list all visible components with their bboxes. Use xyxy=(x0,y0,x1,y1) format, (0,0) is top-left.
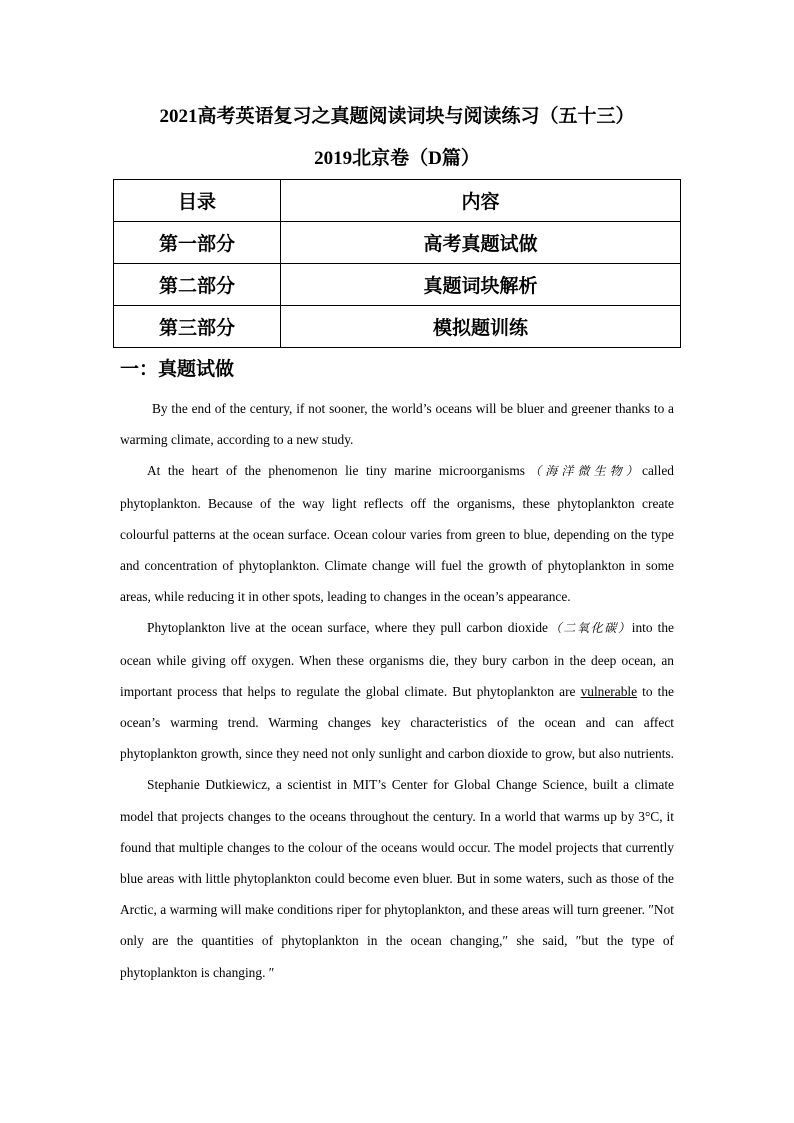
table-header-row xyxy=(114,180,681,222)
table-header-cell: 内容 xyxy=(281,180,681,222)
table-row xyxy=(114,306,681,348)
paragraph-3-text: into the ocean while giving off oxygen. When these organisms die, they bury carbon in the deep ocean, an important process that helps to regulate the global climate. But phytoplankton are xyxy=(120,620,674,699)
table-cell-content: 模拟题训练 xyxy=(281,306,681,348)
table-cell-part: 第二部分 xyxy=(114,264,281,306)
chinese-gloss: （二氧化碳） xyxy=(547,621,632,636)
paragraph-3-text: Phytoplankton live at the ocean surface, where they pull carbon dioxide xyxy=(147,620,548,636)
document-title: 2021高考英语复习之真题阅读词块与阅读练习（五十三） xyxy=(159,106,635,127)
paragraph-1: By the end of the century, if not sooner, the world’s oceans will be bluer and greener thanks to a warming climate, according to a new study. xyxy=(120,401,674,448)
paragraph-2-text: called phytoplankton. Because of the way light reflects off the organisms, these phytoplankton create colourful patterns at the ocean surface. Ocean colour varies from green to blue, depending on the type and concentration of phytoplankton. Climate change will fuel the growth of phytoplankton in some areas, while reducing it in other spots, leading to changes in the ocean’s appearance. xyxy=(120,463,674,605)
paragraph-2-text: At the heart of the phenomenon lie tiny marine microorganisms xyxy=(147,463,525,479)
paragraph-4: Stephanie Dutkiewicz, a scientist in MIT’s Center for Global Change Science, built a climate model that projects changes to the oceans throughout the century. In a world that warms up by 3°C, it found that multiple changes to the colour of the oceans would occur. The model projects that currently blue areas with little phytoplankton could become even bluer. But in some waters, such as those of the Arctic, a warming will make conditions riper for phytoplankton, and these areas will turn greener. ″Not only are the quantities of phytoplankton in the ocean changing,″ she said, ″but the type of phytoplankton is changing. ″ xyxy=(120,777,674,980)
reading-passage xyxy=(120,393,674,988)
contents-table xyxy=(113,179,681,348)
document-subtitle: 2019北京卷（D篇） xyxy=(314,148,480,169)
paragraph-3-text: to the ocean’s warming trend. Warming changes key characteristics of the ocean and can affect phytoplankton growth, since they need not only sunlight and carbon dioxide to grow, but also nutrients. xyxy=(120,683,675,762)
underlined-word: vulnerable xyxy=(580,683,638,699)
section-heading: 一：真题试做 xyxy=(120,359,235,380)
table-cell-part: 第三部分 xyxy=(114,306,281,348)
table-cell-part: 第一部分 xyxy=(114,222,281,264)
paragraph-3 xyxy=(120,612,674,769)
table-cell-content: 高考真题试做 xyxy=(281,222,681,264)
table-header-cell: 目录 xyxy=(114,180,281,222)
chinese-gloss: （海洋微生物） xyxy=(524,464,643,479)
table-row xyxy=(114,264,681,306)
table-row xyxy=(114,222,681,264)
table-cell-content: 真题词块解析 xyxy=(281,264,681,306)
paragraph-2 xyxy=(120,455,674,612)
